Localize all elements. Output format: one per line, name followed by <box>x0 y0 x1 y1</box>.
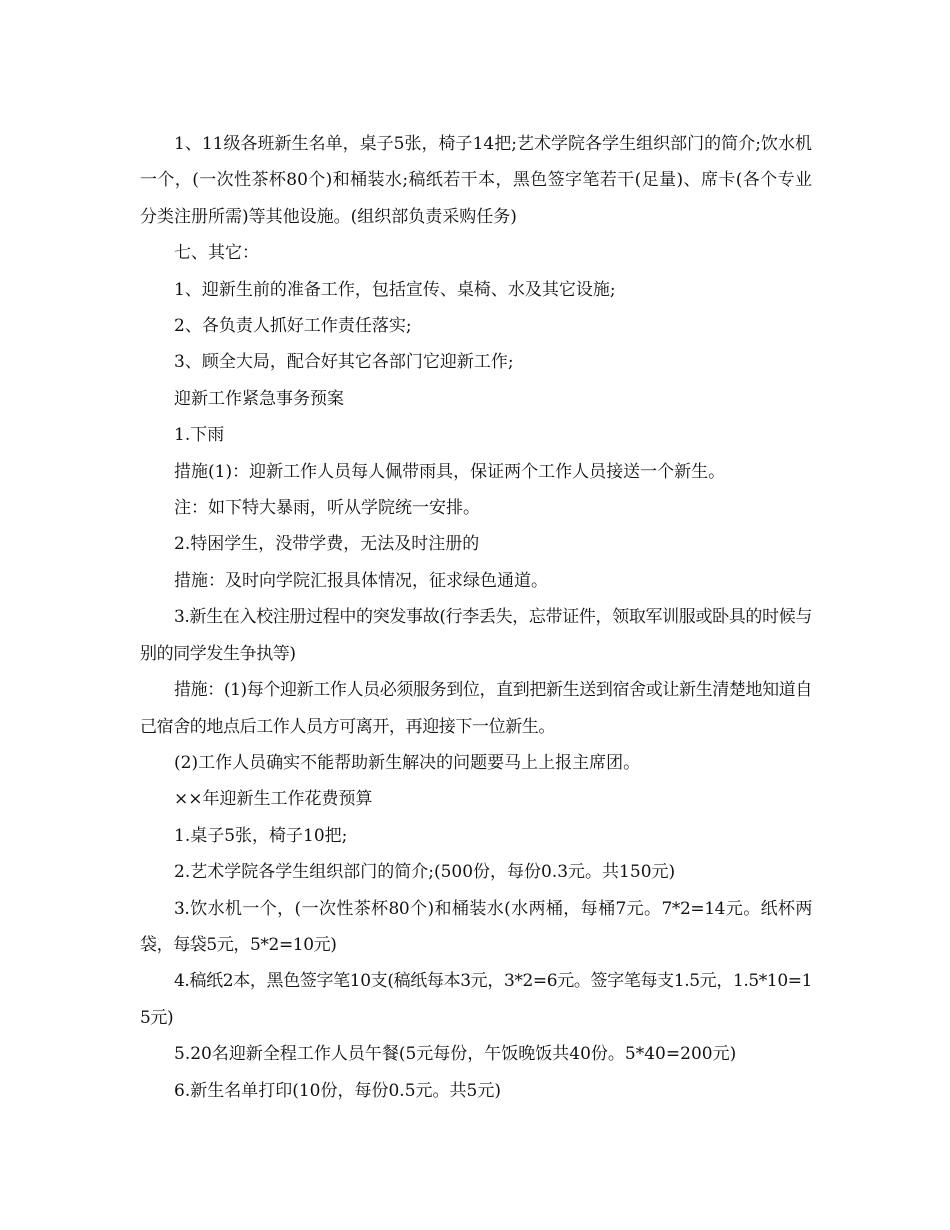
paragraph-poor-students: 2.特困学生，没带学费，无法及时注册的 <box>174 534 480 555</box>
paragraph-accidents-measure-2: (2)工作人员确实不能帮助新生解决的问题要马上上报主席团。 <box>174 752 641 773</box>
section-heading-emergency-plan: 迎新工作紧急事务预案 <box>174 388 344 409</box>
budget-item-4: 4.稿纸2本，黑色签字笔10支(稿纸每本3元，3*2=6元。签字笔每支1.5元，1.5*10=15元) <box>140 971 812 1028</box>
paragraph-rain-measure: 措施(1)：迎新工作人员每人佩带雨具，保证两个工作人员接送一个新生。 <box>174 461 726 482</box>
budget-item-3: 3.饮水机一个，(一次性茶杯80个)和桶装水(水两桶，每桶7元。7*2=14元。纸杯两袋，每袋5元，5*2=10元) <box>140 898 812 955</box>
paragraph-accidents: 3.新生在入校注册过程中的突发事故(行李丢失，忘带证件，领取军训服或卧具的时候与别的同学发生争执等) <box>140 607 812 664</box>
paragraph-other-1: 1、迎新生前的准备工作，包括宣传、桌椅、水及其它设施; <box>174 279 616 300</box>
paragraph-other-3: 3、顾全大局，配合好其它各部门它迎新工作; <box>174 352 514 373</box>
budget-item-5: 5.20名迎新全程工作人员午餐(5元每份，午饭晚饭共40份。5*40=200元) <box>174 1044 737 1065</box>
section-heading-other: 七、其它： <box>174 243 259 264</box>
budget-item-6: 6.新生名单打印(10份，每份0.5元。共5元) <box>174 1080 501 1101</box>
paragraph-accidents-measure-1: 措施：(1)每个迎新工作人员必须服务到位，直到把新生送到宿舍或让新生清楚地知道自己宿舍的地点后工作人员方可离开，再迎接下一位新生。 <box>140 680 812 737</box>
document-body <box>140 126 812 1109</box>
section-heading-budget: ××年迎新生工作花费预算 <box>174 789 373 810</box>
paragraph-rain: 1.下雨 <box>174 425 225 446</box>
paragraph-supplies-list: 1、11级各班新生名单，桌子5张，椅子14把;艺术学院各学生组织部门的简介;饮水机一个，(一次性茶杯80个)和桶装水;稿纸若干本，黑色签字笔若干(足量)、席卡(各个专业分类注册所需)等其他设施。(组织部负责采购任务) <box>140 134 812 227</box>
paragraph-other-2: 2、各负责人抓好工作责任落实; <box>174 316 412 337</box>
budget-item-2: 2.艺术学院各学生组织部门的简介;(500份，每份0.3元。共150元) <box>174 862 676 883</box>
budget-item-1: 1.桌子5张，椅子10把; <box>174 825 348 846</box>
paragraph-poor-students-measure: 措施：及时向学院汇报具体情况，征求绿色通道。 <box>174 570 548 591</box>
paragraph-rain-note: 注：如下特大暴雨，听从学院统一安排。 <box>174 498 480 519</box>
